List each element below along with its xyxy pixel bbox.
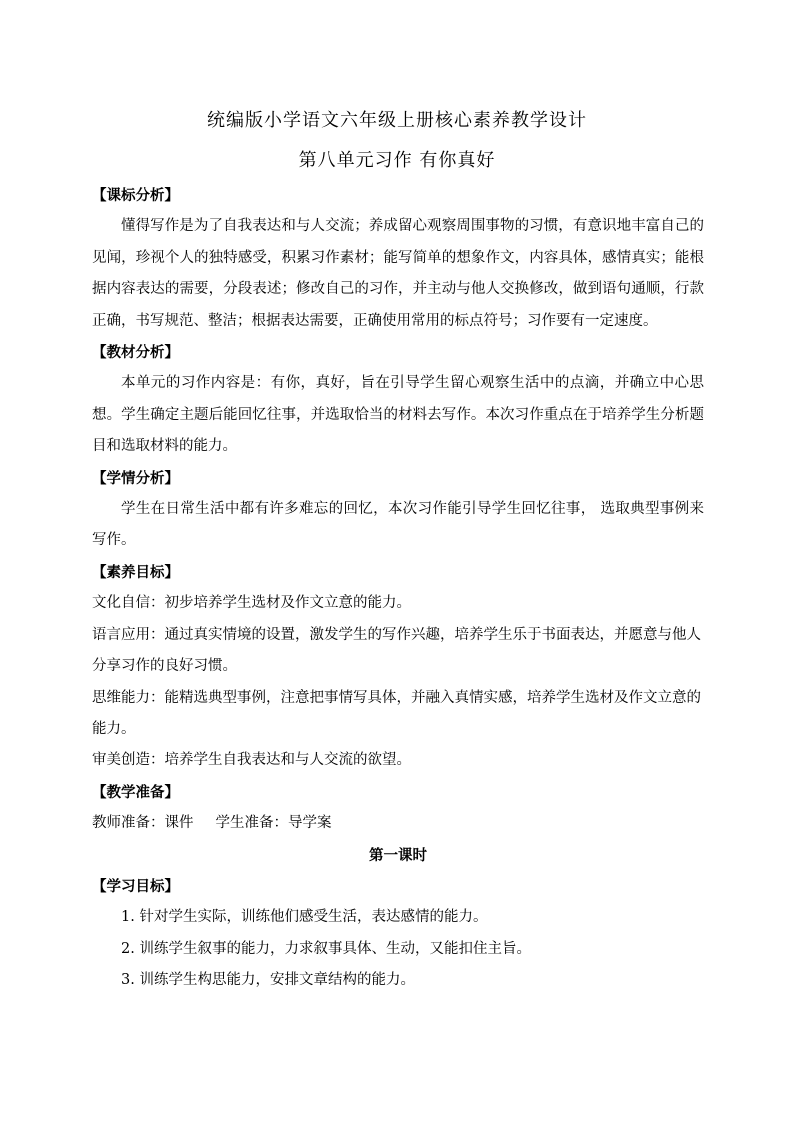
- objective-item: 1. 针对学生实际，训练他们感受生活，表达感情的能力。: [121, 909, 488, 926]
- objective-item: 2. 训练学生叙事的能力，力求叙事具体、生动，又能扣住主旨。: [121, 940, 531, 957]
- curriculum-paragraph: 懂得写作是为了自我表达和与人交流；养成留心观察周围事物的习惯，有意识地丰富自己的见闻，珍视个人的独特感受，积累习作素材；能写简单的想象作文，内容具体，感情真实；能根据内容表达的需要，分段表述；修改自己的习作，并主动与他人交换修改，做到语句通顺，行款正确，书写规范、整洁；根据表达需要，正确使用常用的标点符号；习作要有一定速度。: [92, 218, 704, 329]
- student-prep: 学生准备：导学案: [215, 815, 332, 832]
- teacher-prep: 教师准备：课件: [92, 815, 194, 832]
- objective-item: 3. 训练学生构思能力，安排文章结构的能力。: [121, 972, 415, 989]
- goal-item: 文化自信：初步培养学生选材及作文立意的能力。: [92, 595, 411, 612]
- section-heading-curriculum: 【课标分析】: [92, 187, 179, 204]
- textbook-paragraph: 本单元的习作内容是：有你，真好，旨在引导学生留心观察生活中的点滴，并确立中心思想。学生确定主题后能回忆往事，并选取恰当的材料去写作。本次习作重点在于培养学生分析题目和选取材料的能力。: [92, 375, 704, 455]
- section-heading-objectives: 【学习目标】: [92, 877, 179, 895]
- goal-item: 语言应用：通过真实情境的设置，激发学生的写作兴趣，培养学生乐于书面表达，并愿意与他人分享习作的良好习惯。: [92, 626, 701, 675]
- prep-line: [92, 808, 704, 839]
- section-heading-prep: 【教学准备】: [92, 783, 179, 801]
- document-title: 统编版小学语文六年级上册核心素养教学设计: [207, 110, 587, 131]
- goal-item: 审美创造：培养学生自我表达和与人交流的欲望。: [92, 752, 411, 769]
- document-body: [92, 180, 704, 997]
- learners-paragraph: 学生在日常生活中都有许多难忘的回忆，本次习作能引导学生回忆往事， 选取典型事例来写作。: [92, 501, 704, 549]
- document-subtitle: 第八单元习作 有你真好: [298, 150, 496, 171]
- section-heading-learners: 【学情分析】: [92, 469, 179, 487]
- section-heading-goals: 【素养目标】: [92, 563, 179, 581]
- lesson-title: 第一课时: [369, 846, 427, 864]
- goal-item: 思维能力：能精选典型事例，注意把事情写具体，并融入真情实感，培养学生选材及作文立意的能力。: [92, 689, 701, 737]
- section-heading-textbook: 【教材分析】: [92, 344, 179, 362]
